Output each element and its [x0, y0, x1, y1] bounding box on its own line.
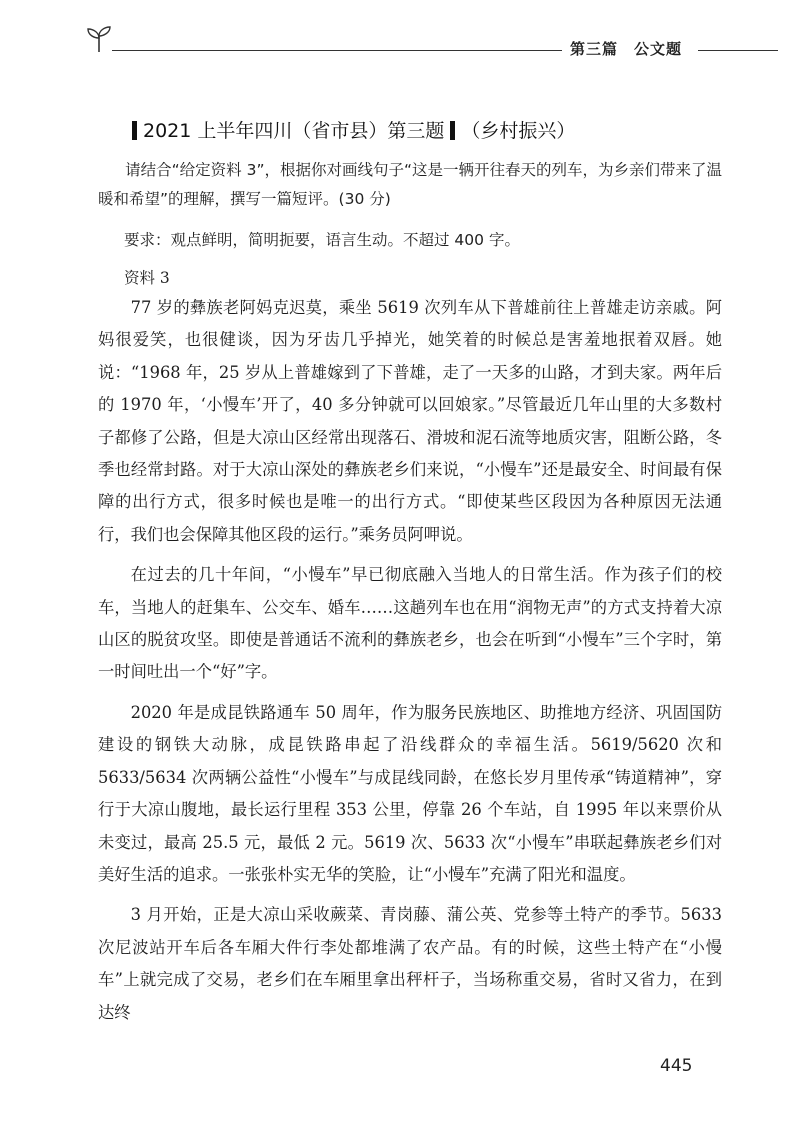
paragraph: 77 岁的彝族老阿妈克迟莫，乘坐 5619 次列车从下普雄前往上普雄走访亲戚。阿妈很爱笑，也很健谈，因为牙齿几乎掉光，她笑着的时候总是害羞地抿着双唇。她说：“1968 年，25 岁从上普雄嫁到了下普雄，走了一天多的山路，才到夫家。两年后的 1970 年，‘小慢车’开了，40 多分钟就可以回娘家。”尽管最近几年山里的大多数村子都修了公路，但是大凉山区经常出现落石、滑坡和泥石流等地质灾害，阻断公路，冬季也经常封路。对于大凉山深处的彝族老乡们来说，“小慢车”还是最安全、时间最有保障的出行方式，很多时候也是唯一的出行方式。“即使某些区段因为各种原因无法通行，我们也会保障其他区段的运行。”乘务员阿呷说。	[98, 298, 722, 544]
header-rule-right	[698, 50, 778, 51]
material-body	[98, 292, 722, 1037]
title-topic: （乡村振兴）	[461, 120, 576, 142]
title-text: 2021 上半年四川（省市县）第三题	[143, 120, 445, 142]
paragraph: 2020 年是成昆铁路通车 50 周年，作为服务民族地区、助推地方经济、巩固国防建设的钢铁大动脉，成昆铁路串起了沿线群众的幸福生活。5619/5620 次和 5633/5634 次两辆公益性“小慢车”与成昆线同龄，在悠长岁月里传承“铸道精神”，穿行于大凉山腹地，最长运行里程 353 公里，停靠 26 个车站，自 1995 年以来票价从未变过，最高 25.5 元，最低 2 元。5619 次、5633 次“小慢车”串联起彝族老乡们对美好生活的追求。一张张朴实无华的笑脸，让“小慢车”充满了阳光和温度。	[98, 702, 722, 884]
question-title	[126, 116, 575, 143]
paragraph: 在过去的几十年间，“小慢车”早已彻底融入当地人的日常生活。作为孩子们的校车，当地人的赶集车、公交车、婚车……这趟列车也在用“润物无声”的方式支持着大凉山区的脱贫攻坚。即使是普通话不流利的彝族老乡，也会在听到“小慢车”三个字时，第一时间吐出一个“好”字。	[98, 565, 722, 682]
question-prompt: 请结合“给定资料 3”，根据你对画线句子“这是一辆开往春天的列车，为乡亲们带来了温暖和希望”的理解，撰写一篇短评。(30 分)	[98, 161, 723, 208]
title-bar-left	[132, 121, 137, 140]
page-number: 445	[660, 1056, 693, 1076]
page-header	[0, 0, 800, 80]
paragraph: 3 月开始，正是大凉山采收蕨菜、青岗藤、蒲公英、党参等土特产的季节。5633 次尼波站开车后各车厢大件行李处都堆满了农产品。有的时候，这些土特产在“小慢车”上就完成了交易，老乡们在车厢里拿出秤杆子，当场称重交易，省时又省力，在到达终	[98, 905, 722, 1022]
leaf-sprout-icon	[84, 24, 114, 54]
material-label: 资料 3	[124, 269, 170, 287]
requirement: 要求：观点鲜明，简明扼要，语言生动。不超过 400 字。	[124, 231, 520, 249]
section-label: 第三篇 公文题	[570, 40, 683, 58]
header-rule-left	[112, 50, 562, 51]
title-bar-right	[450, 121, 455, 140]
